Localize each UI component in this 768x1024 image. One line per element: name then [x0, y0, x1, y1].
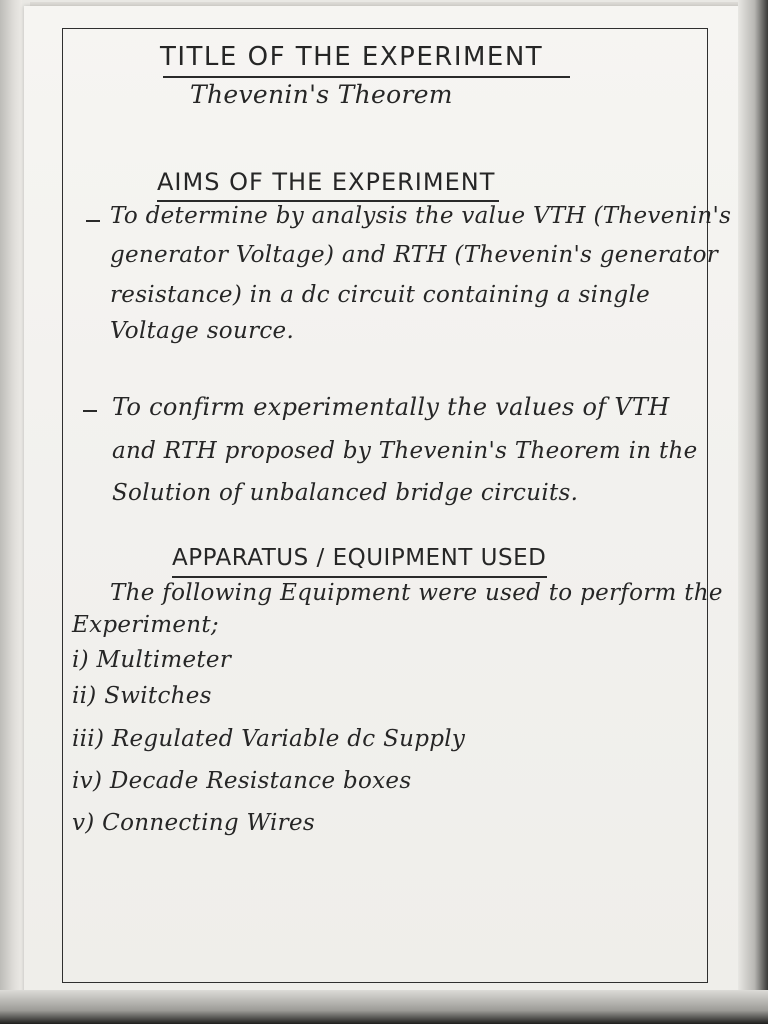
aim-1-line-1: To determine by analysis the value VTH (Thevenin's: [110, 203, 732, 229]
scan-edge-left: [0, 0, 22, 1024]
equipment-item-3: iii) Regulated Variable dc Supply: [72, 726, 466, 752]
aim-1-line-3: resistance) in a dc circuit containing a single: [110, 282, 651, 308]
aims-heading-underline: [157, 200, 499, 202]
aim-2-line-2: and RTH proposed by Thevenin's Theorem in the: [112, 438, 698, 464]
title-heading-underline: [163, 76, 570, 78]
equipment-item-5: v) Connecting Wires: [72, 810, 315, 836]
aim-2-line-3: Solution of unbalanced bridge circuits.: [112, 480, 579, 506]
equipment-item-2: ii) Switches: [72, 683, 212, 709]
apparatus-heading-underline: [172, 576, 547, 578]
apparatus-intro-line-1: The following Equipment were used to perform the: [110, 580, 723, 606]
aims-heading: AIMS OF THE EXPERIMENT: [157, 168, 496, 196]
aim-1-line-2: generator Voltage) and RTH (Thevenin's generator: [110, 242, 719, 268]
scan-edge-bottom: [0, 990, 768, 1024]
apparatus-intro-line-2: Experiment;: [72, 612, 219, 638]
scan-edge-right: [738, 0, 768, 1024]
title-heading: TITLE OF THE EXPERIMENT: [160, 42, 544, 72]
aim-1-line-4: Voltage source.: [110, 318, 295, 344]
aim-2-bullet: [83, 410, 97, 412]
experiment-title: Thevenin's Theorem: [190, 80, 453, 109]
apparatus-heading: APPARATUS / EQUIPMENT USED: [172, 545, 547, 571]
aim-2-line-1: To confirm experimentally the values of VTH: [112, 393, 670, 421]
equipment-item-4: iv) Decade Resistance boxes: [72, 768, 412, 794]
equipment-item-1: i) Multimeter: [72, 647, 232, 673]
aim-1-bullet: [86, 220, 100, 222]
